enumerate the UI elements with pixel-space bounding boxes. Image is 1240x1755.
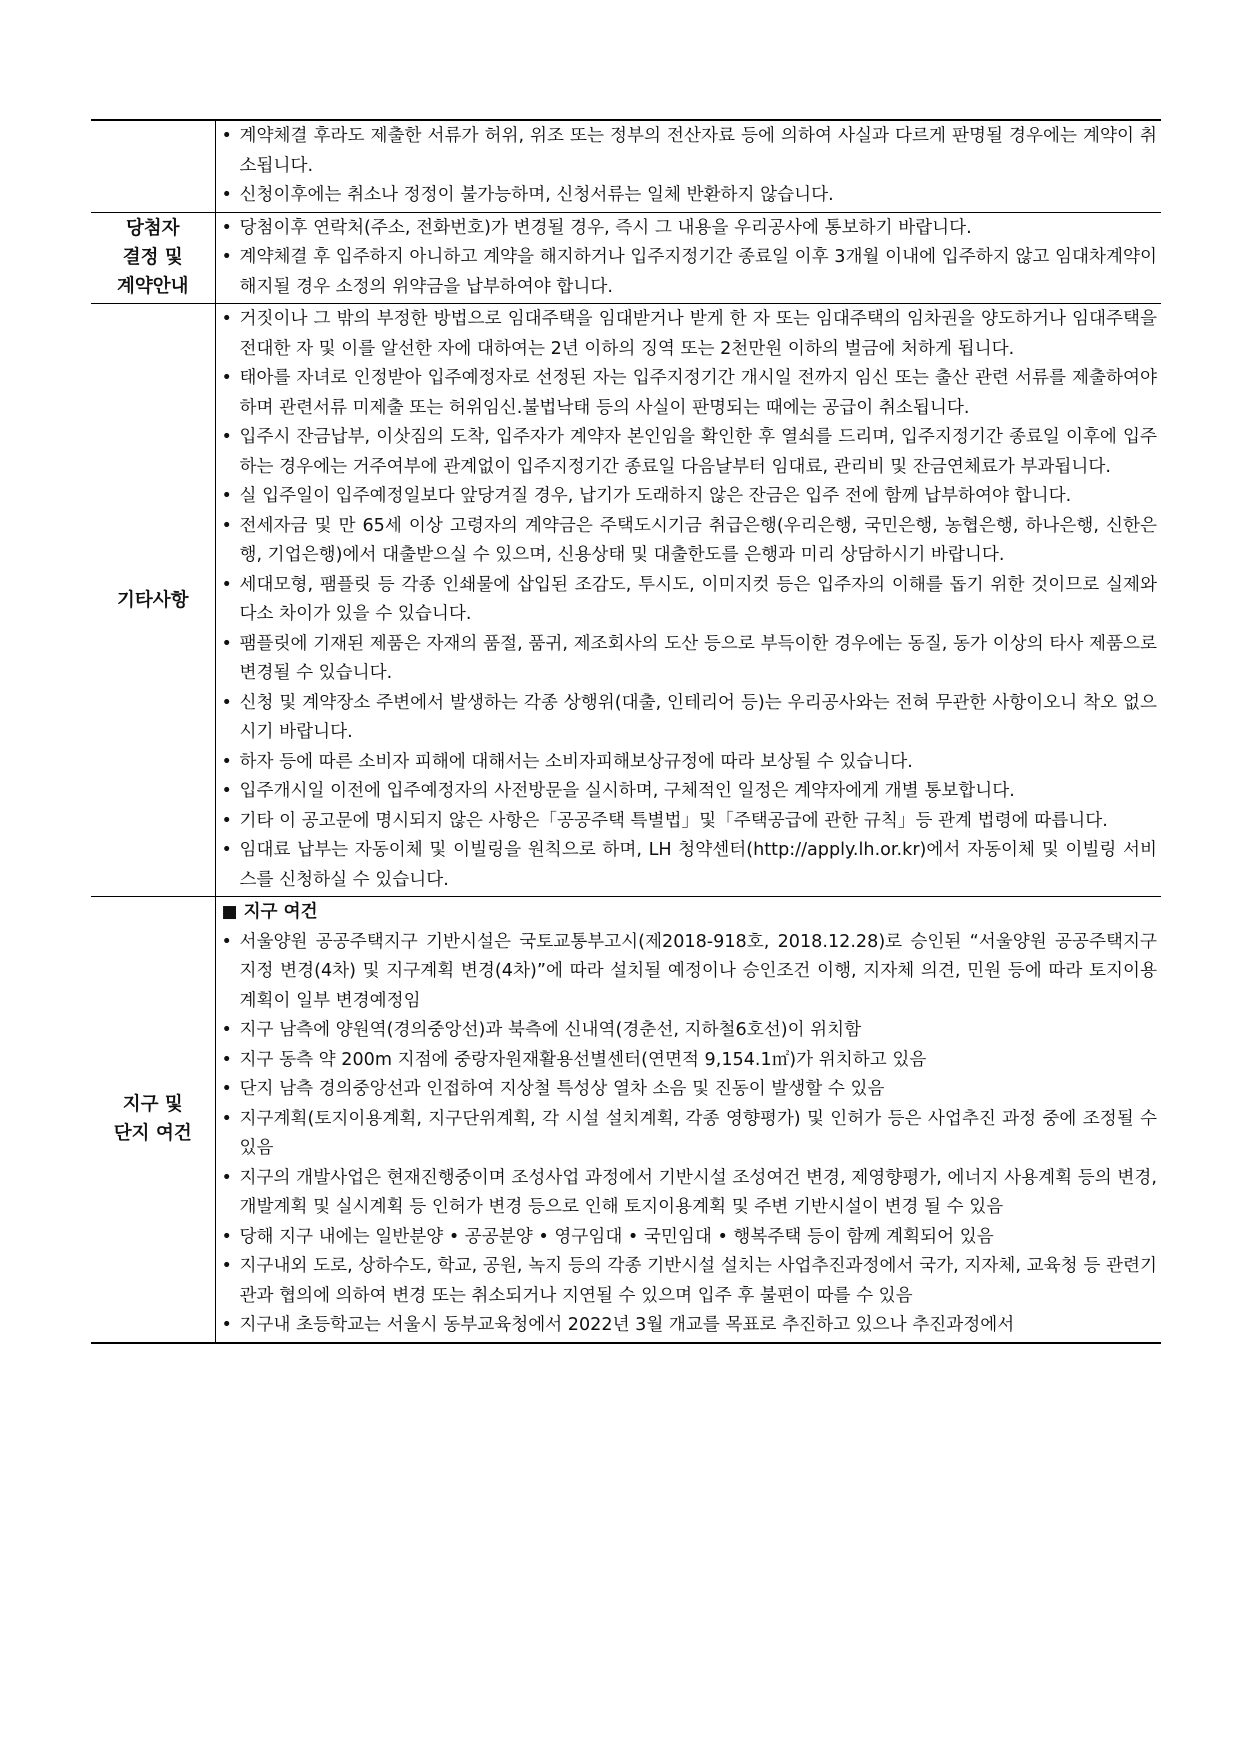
row-content — [215, 897, 1161, 1343]
row-district-conditions — [91, 897, 1161, 1343]
list-item: • 지구내 초등학교는 서울시 동부교육청에서 2022년 3월 개교를 목표로 추진하고 있으나 추진과정에서 — [220, 1311, 1158, 1341]
list-item: • 당해 지구 내에는 일반분양 • 공공분양 • 영구임대 • 국민임대 • 행복주택 등이 함께 계획되어 있음 — [220, 1223, 1158, 1253]
notice-page — [91, 119, 1161, 1344]
row-content — [215, 212, 1161, 304]
list-item: • 지구 동측 약 200m 지점에 중랑자원재활용선별센터(연면적 9,154.1㎡)가 위치하고 있음 — [220, 1046, 1158, 1076]
list-item: • 팸플릿에 기재된 제품은 자재의 품절, 품귀, 제조회사의 도산 등으로 부득이한 경우에는 동질, 동가 이상의 타사 제품으로 변경될 수 있습니다. — [220, 630, 1158, 689]
row-label: 지구 및 단지 여건 — [91, 897, 215, 1343]
section-subheading: ■ 지구 여건 — [221, 902, 318, 922]
list-item: • 지구 남측에 양원역(경의중앙선)과 북측에 신내역(경춘선, 지하철6호선)이 위치함 — [220, 1016, 1158, 1046]
list-item: • 계약체결 후 입주하지 아니하고 계약을 해지하거나 입주지정기간 종료일 이후 3개월 이내에 입주하지 않고 임대차계약이 해지될 경우 소정의 위약금을 납부하여야 합니다. — [220, 243, 1158, 302]
list-item: • 단지 남측 경의중앙선과 인접하여 지상철 특성상 열차 소음 및 진동이 발생할 수 있음 — [220, 1075, 1158, 1105]
list-item: • 입주개시일 이전에 입주예정자의 사전방문을 실시하며, 구체적인 일정은 계약자에게 개별 통보합니다. — [220, 777, 1158, 807]
list-item: • 실 입주일이 입주예정일보다 앞당겨질 경우, 납기가 도래하지 않은 잔금은 입주 전에 함께 납부하여야 합니다. — [220, 482, 1158, 512]
list-item: • 거짓이나 그 밖의 부정한 방법으로 임대주택을 임대받거나 받게 한 자 또는 임대주택의 임차권을 양도하거나 임대주택을 전대한 자 및 이를 알선한 자에 대하여는 2년 이하의 징역 또는 2천만원 이하의 벌금에 처하게 됩니다. — [220, 305, 1158, 364]
square-bullet-icon: ■ — [221, 902, 238, 922]
list-item: • 당첨이후 연락처(주소, 전화번호)가 변경될 경우, 즉시 그 내용을 우리공사에 통보하기 바랍니다. — [220, 214, 1158, 244]
list-item: • 신청이후에는 취소나 정정이 불가능하며, 신청서류는 일체 반환하지 않습니다. — [220, 181, 1158, 211]
row-label — [91, 120, 215, 212]
list-item: • 서울양원 공공주택지구 기반시설은 국토교통부고시(제2018-918호, 2018.12.28)로 승인된 “서울양원 공공주택지구 지정 변경(4차) 및 지구계획 변경(4차)”에 따라 설치될 예정이나 승인조건 이행, 지자체 의견, 민원 등에 따라 토지이용계획이 일부 변경예정임 — [220, 928, 1158, 1017]
list-item: • 태아를 자녀로 인정받아 입주예정자로 선정된 자는 입주지정기간 개시일 전까지 임신 또는 출산 관련 서류를 제출하여야 하며 관련서류 미제출 또는 허위임신.불법낙태 등의 사실이 판명되는 때에는 공급이 취소됩니다. — [220, 364, 1158, 423]
list-item: • 하자 등에 따른 소비자 피해에 대해서는 소비자피해보상규정에 따라 보상될 수 있습니다. — [220, 748, 1158, 778]
list-item: • 신청 및 계약장소 주변에서 발생하는 각종 상행위(대출, 인테리어 등)는 우리공사와는 전혀 무관한 사항이오니 착오 없으시기 바랍니다. — [220, 689, 1158, 748]
notice-table — [91, 119, 1161, 1344]
list-item: • 세대모형, 팸플릿 등 각종 인쇄물에 삽입된 조감도, 투시도, 이미지컷 등은 입주자의 이해를 돕기 위한 것이므로 실제와 다소 차이가 있을 수 있습니다. — [220, 571, 1158, 630]
list-item: • 계약체결 후라도 제출한 서류가 허위, 위조 또는 정부의 전산자료 등에 의하여 사실과 다르게 판명될 경우에는 계약이 취소됩니다. — [220, 122, 1158, 181]
row-label: 기타사항 — [91, 304, 215, 897]
row-content — [215, 304, 1161, 897]
row-label: 당첨자 결정 및 계약안내 — [91, 212, 215, 304]
list-item: • 지구내외 도로, 상하수도, 학교, 공원, 녹지 등의 각종 기반시설 설치는 사업추진과정에서 국가, 지자체, 교육청 등 관련기관과 협의에 의하여 변경 또는 취소되거나 지연될 수 있으며 입주 후 불편이 따를 수 있음 — [220, 1252, 1158, 1311]
row-winner-contract-guide — [91, 212, 1161, 304]
row-contract-cancellation — [91, 120, 1161, 212]
list-item: • 전세자금 및 만 65세 이상 고령자의 계약금은 주택도시기금 취급은행(우리은행, 국민은행, 농협은행, 하나은행, 신한은행, 기업은행)에서 대출받으실 수 있으며, 신용상태 및 대출한도를 은행과 미리 상담하시기 바랍니다. — [220, 512, 1158, 571]
list-item: • 지구의 개발사업은 현재진행중이며 조성사업 과정에서 기반시설 조성여건 변경, 제영향평가, 에너지 사용계획 등의 변경, 개발계획 및 실시계획 등 인허가 변경 등으로 인해 토지이용계획 및 주변 기반시설이 변경 될 수 있음 — [220, 1164, 1158, 1223]
list-item: • 입주시 잔금납부, 이삿짐의 도착, 입주자가 계약자 본인임을 확인한 후 열쇠를 드리며, 입주지정기간 종료일 이후에 입주하는 경우에는 거주여부에 관계없이 입주지정기간 종료일 다음날부터 임대료, 관리비 및 잔금연체료가 부과됩니다. — [220, 423, 1158, 482]
row-other-notes — [91, 304, 1161, 897]
list-item: • 기타 이 공고문에 명시되지 않은 사항은「공공주택 특별법」및「주택공급에 관한 규칙」등 관계 법령에 따릅니다. — [220, 807, 1158, 837]
row-content — [215, 120, 1161, 212]
list-item: • 지구계획(토지이용계획, 지구단위계획, 각 시설 설치계획, 각종 영향평가) 및 인허가 등은 사업추진 과정 중에 조정될 수 있음 — [220, 1105, 1158, 1164]
list-item: • 임대료 납부는 자동이체 및 이빌링을 원칙으로 하며, LH 청약센터(http://apply.lh.or.kr)에서 자동이체 및 이빌링 서비스를 신청하실 수 있습니다. — [220, 836, 1158, 895]
